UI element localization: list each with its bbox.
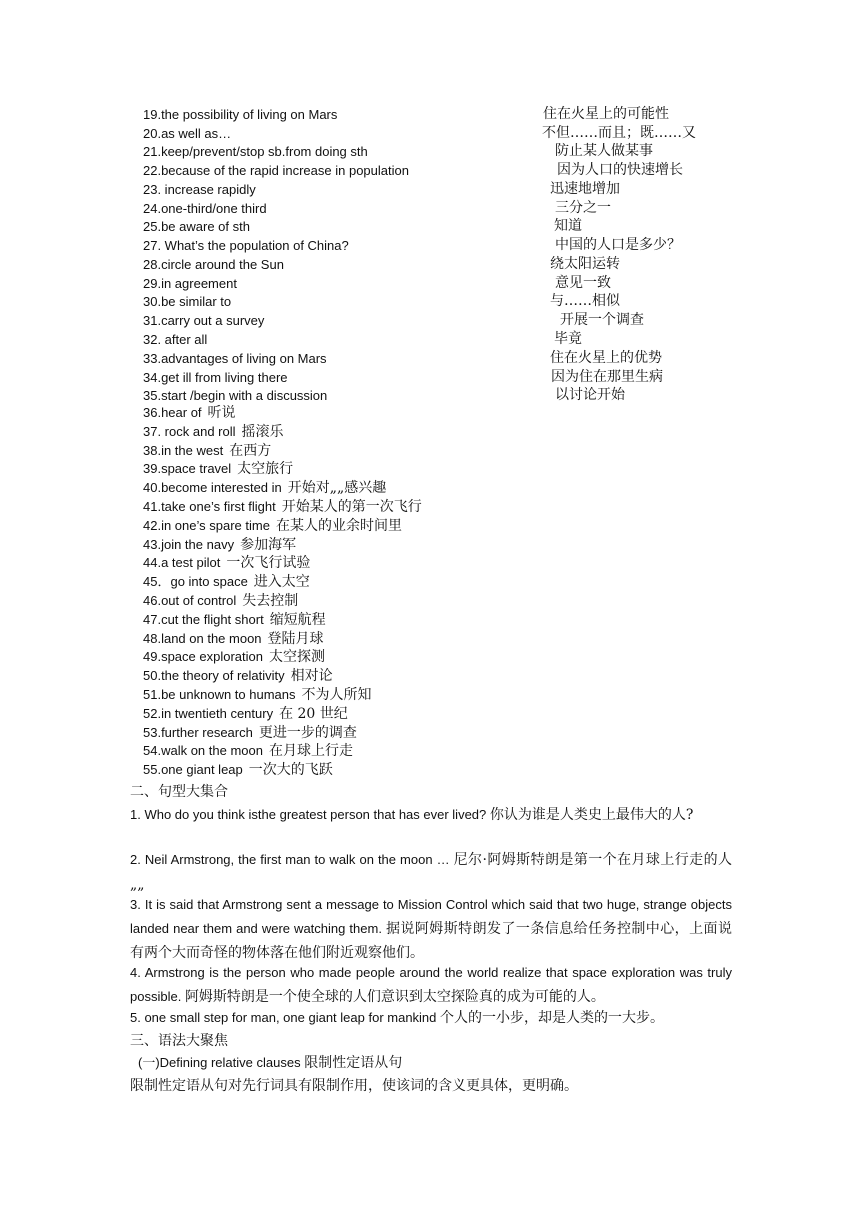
sentence-chinese: 据说阿姆斯特朗发了一条信息给任务控制中心，上面说有两个大而奇怪的物体落在他们附近观察他们。 xyxy=(130,920,732,961)
list-item xyxy=(143,498,422,517)
phrase-english: 45．go into space xyxy=(143,574,248,590)
phrase-english: 39.space travel xyxy=(143,461,232,477)
phrase-row xyxy=(0,217,860,234)
phrase-chinese: 更进一步的调查 xyxy=(258,724,357,741)
sentence-english: 4. Armstrong is the person who made people around the world realize that space exploration was truly possible. xyxy=(130,965,732,1004)
phrase-english: 36.hear of xyxy=(143,405,202,420)
list-item xyxy=(143,611,422,630)
phrase-english: 54.walk on the moon xyxy=(143,743,263,759)
phrase-english: 33.advantages of living on Mars xyxy=(143,351,327,366)
phrase-english: 35.start /begin with a discussion xyxy=(143,388,328,403)
phrase-english: 38.in the west xyxy=(143,442,224,458)
phrase-english: 20.as well as… xyxy=(143,126,232,141)
list-item xyxy=(143,442,422,461)
phrase-chinese: 听说 xyxy=(207,405,236,421)
phrase-chinese: 一次飞行试验 xyxy=(226,555,311,572)
phrase-row xyxy=(0,236,860,253)
sentence-item xyxy=(130,848,732,897)
phrase-english: 37. rock and roll xyxy=(143,423,236,439)
phrase-english: 19.the possibility of living on Mars xyxy=(143,107,338,122)
sentence-english: 5. one small step for man, one giant leap for mankind xyxy=(130,1010,437,1025)
list-item xyxy=(143,761,422,780)
phrase-chinese: 开始对„„感兴趣 xyxy=(287,480,387,497)
phrase-english: 27. What’s the population of China? xyxy=(143,238,349,253)
sentence-item xyxy=(130,1006,732,1031)
phrase-chinese: 在西方 xyxy=(229,442,272,459)
sentence-chinese: 你认为谁是人类史上最伟大的人? xyxy=(489,807,694,823)
phrase-chinese: 进入太空 xyxy=(253,574,310,591)
phrase-chinese: 以讨论开始 xyxy=(555,387,625,403)
sentence-item xyxy=(130,893,732,966)
phrase-chinese: 不为人所知 xyxy=(301,686,372,703)
phrase-chinese: 太空旅行 xyxy=(237,461,294,478)
phrase-english: 50.the theory of relativity xyxy=(143,668,285,684)
phrase-chinese: 绕太阳运转 xyxy=(550,256,620,272)
phrase-english: 31.carry out a survey xyxy=(143,313,265,328)
phrase-english: 48.land on the moon xyxy=(143,630,262,646)
list-item xyxy=(143,592,422,611)
phrase-chinese: 登陆月球 xyxy=(267,630,324,647)
phrase-chinese: 意见一致 xyxy=(555,275,611,291)
sentence-chinese: 阿姆斯特朗是一个使全球的人们意识到太空探险真的成为可能的人。 xyxy=(184,988,605,1005)
phrase-english: 29.in agreement xyxy=(143,276,237,291)
phrase-chinese: 住在火星上的优势 xyxy=(550,350,662,366)
phrase-english: 49.space exploration xyxy=(143,649,263,665)
sentence-item xyxy=(130,961,732,1009)
phrase-row xyxy=(0,124,860,141)
phrase-english: 30.be similar to xyxy=(143,294,232,309)
phrase-chinese: 不但……而且；既……又 xyxy=(542,125,696,141)
list-item xyxy=(143,686,422,705)
list-item xyxy=(143,705,422,724)
phrase-chinese: 防止某人做某事 xyxy=(555,143,653,159)
sentence-chinese: 个人的一小步，却是人类的一大步。 xyxy=(440,1010,665,1026)
phrase-row xyxy=(0,161,860,178)
list-item xyxy=(143,630,422,649)
list-item xyxy=(143,742,422,761)
phrase-row xyxy=(0,311,860,328)
sentence-english: 1. Who do you think isthe greatest person that has ever lived? xyxy=(130,807,487,822)
phrase-english: 52.in twentieth century xyxy=(143,705,274,721)
phrase-english: 53.further research xyxy=(143,724,253,740)
phrase-chinese: 太空探测 xyxy=(268,649,325,666)
phrase-english: 47.cut the flight short xyxy=(143,611,264,627)
phrase-english: 32. after all xyxy=(143,332,208,347)
phrase-english: 51.be unknown to humans xyxy=(143,686,296,702)
phrase-english: 43.join the navy xyxy=(143,536,235,552)
list-item xyxy=(143,517,422,536)
sentence-english: 2. Neil Armstrong, the first man to walk on the moon … xyxy=(130,852,450,867)
section-heading: 二、句型大集合 xyxy=(130,784,228,800)
phrase-chinese: 迅速地增加 xyxy=(550,181,620,197)
grammar-description-text: 限制性定语从句对先行词具有限制作用，使该词的含义更具体，更明确。 xyxy=(130,1078,578,1094)
phrase-english: 40.become interested in xyxy=(143,480,282,496)
phrase-row xyxy=(0,199,860,216)
phrase-chinese: 三分之一 xyxy=(555,200,611,216)
phrase-row xyxy=(0,330,860,347)
phrase-english: 41.take one’s first flight xyxy=(143,498,276,514)
phrase-chinese: 知道 xyxy=(554,218,582,234)
phrase-chinese: 相对论 xyxy=(290,668,333,685)
phrase-english: 46.out of control xyxy=(143,592,237,608)
sentence-chinese: 尼尔·阿姆斯特朗是第一个在月球上行走的人„„ xyxy=(130,852,732,893)
phrase-chinese: 在 20 世纪 xyxy=(279,705,348,722)
grammar-description xyxy=(130,1074,732,1099)
phrase-row xyxy=(0,274,860,291)
phrase-row xyxy=(0,368,860,385)
phrase-english: 25.be aware of sth xyxy=(143,219,250,234)
phrase-chinese: 中国的人口是多少？ xyxy=(555,237,681,253)
phrase-chinese: 毕竟 xyxy=(554,331,582,347)
phrase-english: 21.keep/prevent/stop sb.from doing sth xyxy=(143,144,368,159)
phrase-row xyxy=(0,142,860,159)
list-item xyxy=(143,479,422,498)
phrase-row xyxy=(0,349,860,366)
phrase-row xyxy=(0,105,860,122)
phrase-row xyxy=(0,255,860,272)
phrase-chinese: 参加海军 xyxy=(240,536,297,553)
phrase-list-inline xyxy=(143,404,422,780)
list-item xyxy=(143,667,422,686)
list-item xyxy=(143,404,422,423)
grammar-subheading xyxy=(138,1051,740,1076)
sentence-item xyxy=(130,803,732,828)
grammar-heading-english: (一)Defining relative clauses xyxy=(138,1055,301,1070)
phrase-chinese: 摇滚乐 xyxy=(241,423,284,440)
list-item xyxy=(143,554,422,573)
phrase-chinese: 因为住在那里生病 xyxy=(551,369,663,385)
list-item xyxy=(143,648,422,667)
list-item xyxy=(143,536,422,555)
list-item xyxy=(143,460,422,479)
phrase-row xyxy=(0,292,860,309)
phrase-english: 44.a test pilot xyxy=(143,555,221,571)
list-item xyxy=(143,423,422,442)
phrase-english: 23. increase rapidly xyxy=(143,182,256,197)
phrase-chinese: 住在火星上的可能性 xyxy=(543,106,669,122)
phrase-english: 22.because of the rapid increase in population xyxy=(143,163,409,178)
phrase-chinese: 因为人口的快速增长 xyxy=(557,162,683,178)
phrase-chinese: 一次大的飞跃 xyxy=(248,762,333,779)
phrase-row xyxy=(0,386,860,403)
phrase-chinese: 在某人的业余时间里 xyxy=(275,517,402,534)
phrase-chinese: 开始某人的第一次飞行 xyxy=(281,498,422,515)
grammar-heading-chinese: 限制性定语从句 xyxy=(304,1055,403,1071)
sentence-english: 3. It is said that Armstrong sent a message to Mission Control which said that two huge, strange objects landed near them and were watching them. xyxy=(130,897,732,936)
phrase-english: 24.one-third/one third xyxy=(143,201,267,216)
list-item xyxy=(143,573,422,592)
phrase-chinese: 开展一个调查 xyxy=(560,312,644,328)
phrase-chinese: 在月球上行走 xyxy=(268,743,353,760)
phrase-english: 55.one giant leap xyxy=(143,762,243,778)
phrase-chinese: 缩短航程 xyxy=(269,611,326,628)
section-heading: 三、语法大聚焦 xyxy=(130,1033,228,1049)
phrase-chinese: 与……相似 xyxy=(550,293,620,309)
phrase-english: 34.get ill from living there xyxy=(143,370,288,385)
phrase-row xyxy=(0,180,860,197)
phrase-english: 28.circle around the Sun xyxy=(143,257,284,272)
phrase-chinese: 失去控制 xyxy=(242,592,299,609)
phrase-english: 42.in one’s spare time xyxy=(143,517,270,533)
list-item xyxy=(143,724,422,743)
